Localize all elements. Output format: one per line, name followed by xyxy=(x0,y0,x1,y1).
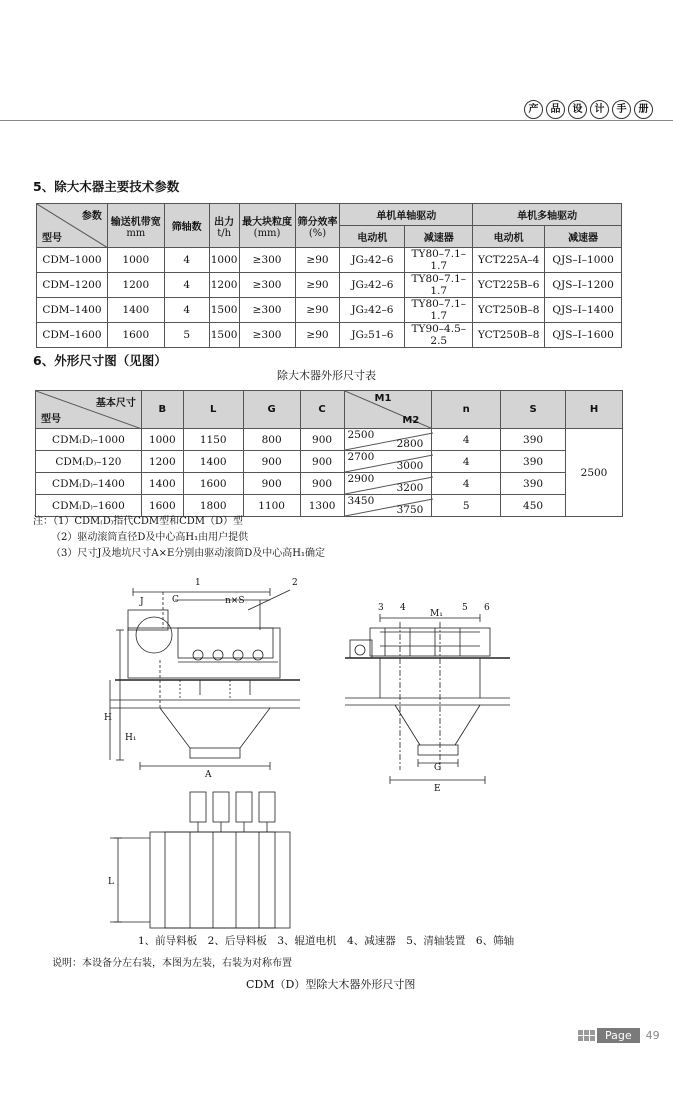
cell-size: ≥300 xyxy=(239,298,295,323)
cell-size: ≥300 xyxy=(239,273,295,298)
cell-reducer: QJS–I–1000 xyxy=(545,248,622,273)
label-G: G xyxy=(434,763,442,773)
cell-axes: 4 xyxy=(164,273,209,298)
section6-title: 6、外形尺寸图（见图） xyxy=(33,353,167,368)
group-multi-drive: 单机多轴驱动 xyxy=(473,204,622,226)
cell-model: CDM–1200 xyxy=(37,273,108,298)
cell-M1: 2500 xyxy=(347,429,375,441)
note-line: （2）驱动滚筒直径D及中心高H₁由用户提供 xyxy=(51,532,249,543)
cell-G: 900 xyxy=(243,473,300,495)
group-single-drive: 单机单轴驱动 xyxy=(340,204,473,226)
plan-view xyxy=(110,792,290,928)
label-6: 6 xyxy=(484,603,490,613)
table-row xyxy=(37,298,622,323)
cell-size: ≥300 xyxy=(239,248,295,273)
dim-table-caption: 除大木器外形尺寸表 xyxy=(277,369,376,382)
cell-motor: JG₂42–6 xyxy=(340,248,405,273)
cell-B: 1400 xyxy=(141,473,183,495)
brand-title xyxy=(524,100,653,119)
cell-eff: ≥90 xyxy=(295,298,340,323)
cell-output: 1200 xyxy=(209,273,239,298)
cell-motor: YCT225B–6 xyxy=(473,273,545,298)
cell-C: 900 xyxy=(300,451,344,473)
header-diagonal-cell xyxy=(36,391,142,429)
cell-M2: 3750 xyxy=(396,504,424,516)
front-elevation-view xyxy=(345,614,510,784)
col-M1-M2 xyxy=(344,391,432,429)
cell-eff: ≥90 xyxy=(295,273,340,298)
page-header xyxy=(0,96,673,126)
cell-M1: 3450 xyxy=(347,495,375,507)
cell-width: 1400 xyxy=(107,298,164,323)
cell-G: 900 xyxy=(243,451,300,473)
cell-G: 1100 xyxy=(243,495,300,517)
cell-reducer: QJS–I–1600 xyxy=(545,323,622,348)
header-m1: M1 xyxy=(374,393,392,404)
cell-M1: 2900 xyxy=(347,473,375,485)
table-row xyxy=(37,248,622,273)
tech-params-table xyxy=(36,203,622,348)
note-line: （3）尺寸J及地坑尺寸A×E分别由驱动滚筒D及中心高H₁确定 xyxy=(51,548,326,559)
page-footer xyxy=(578,1028,660,1043)
sub-motor: 电动机 xyxy=(340,226,405,248)
col-size: 最大块粒度 (mm) xyxy=(239,204,295,248)
sub-reducer: 减速器 xyxy=(405,226,473,248)
table-row xyxy=(36,429,623,451)
cell-reducer: TY80–7.1–1.7 xyxy=(405,298,473,323)
cell-width: 1600 xyxy=(107,323,164,348)
label-2: 2 xyxy=(292,578,298,588)
cell-S: 390 xyxy=(501,451,566,473)
label-H: H xyxy=(104,713,112,723)
brand-char: 手 xyxy=(612,100,631,119)
cell-reducer: QJS–I–1400 xyxy=(545,298,622,323)
cell-output: 1000 xyxy=(209,248,239,273)
cell-G: 800 xyxy=(243,429,300,451)
cell-motor: YCT250B–8 xyxy=(473,298,545,323)
cell-m1-m2 xyxy=(344,473,432,495)
col-n: n xyxy=(432,391,501,429)
cell-model: CDM–1600 xyxy=(37,323,108,348)
cell-B: 1200 xyxy=(141,451,183,473)
cell-M2: 3000 xyxy=(396,460,424,472)
cell-L: 1800 xyxy=(183,495,243,517)
cell-model: CDM–1000 xyxy=(37,248,108,273)
brand-char: 册 xyxy=(634,100,653,119)
cell-motor: JG₂51–6 xyxy=(340,323,405,348)
cell-S: 390 xyxy=(501,473,566,495)
outline-drawing xyxy=(0,570,673,930)
col-C: C xyxy=(300,391,344,429)
cell-motor: JG₂42–6 xyxy=(340,298,405,323)
col-G: G xyxy=(243,391,300,429)
header-param: 参数 xyxy=(81,211,102,222)
side-elevation-view xyxy=(110,588,300,770)
header-diagonal-cell xyxy=(37,204,108,248)
drawing-legend: 1、前导料板 2、后导料板 3、辊道电机 4、减速器 5、清轴装置 6、筛轴 xyxy=(138,935,515,947)
cell-B: 1600 xyxy=(141,495,183,517)
cell-width: 1200 xyxy=(107,273,164,298)
sub-reducer: 减速器 xyxy=(545,226,622,248)
brand-char: 品 xyxy=(546,100,565,119)
brand-char: 设 xyxy=(568,100,587,119)
cell-B: 1000 xyxy=(141,429,183,451)
cell-m1-m2 xyxy=(344,451,432,473)
label-H1: H₁ xyxy=(125,733,137,743)
table-row xyxy=(36,451,623,473)
dimensions-table xyxy=(35,390,623,517)
label-4: 4 xyxy=(400,603,406,613)
cell-model: CDM₍D₎–1600 xyxy=(36,495,142,517)
cell-reducer: TY90–4.5–2.5 xyxy=(405,323,473,348)
col-output: 出力 t/h xyxy=(209,204,239,248)
cell-model: CDM₍D₎–120 xyxy=(36,451,142,473)
label-E: E xyxy=(434,784,441,794)
label-ns: n×S xyxy=(225,596,245,606)
cell-reducer: TY80–7.1–1.7 xyxy=(405,248,473,273)
cell-M2: 2800 xyxy=(396,438,424,450)
table-row xyxy=(36,473,623,495)
cell-output: 1500 xyxy=(209,323,239,348)
section5-title: 5、除大木器主要技术参数 xyxy=(33,179,180,194)
cell-M2: 3200 xyxy=(396,482,424,494)
label-C: C xyxy=(172,595,179,605)
cell-size: ≥300 xyxy=(239,323,295,348)
col-axes: 筛轴数 xyxy=(164,204,209,248)
label-1: 1 xyxy=(195,578,201,588)
note-line: 注：（1）CDM₍D₎指代CDM型和CDM（D）型 xyxy=(33,516,244,527)
cell-n: 5 xyxy=(432,495,501,517)
col-width: 输送机带宽 mm xyxy=(107,204,164,248)
label-5: 5 xyxy=(462,603,468,613)
cell-eff: ≥90 xyxy=(295,248,340,273)
sub-motor: 电动机 xyxy=(473,226,545,248)
label-L: L xyxy=(108,877,114,887)
brand-char: 计 xyxy=(590,100,609,119)
col-S: S xyxy=(501,391,566,429)
header-model: 型号 xyxy=(42,233,62,244)
col-L: L xyxy=(183,391,243,429)
squares-icon xyxy=(578,1030,595,1041)
label-3: 3 xyxy=(378,603,384,613)
cell-axes: 4 xyxy=(164,248,209,273)
col-eff: 筛分效率 (%) xyxy=(295,204,340,248)
table-row xyxy=(37,273,622,298)
cell-n: 4 xyxy=(432,451,501,473)
cell-n: 4 xyxy=(432,473,501,495)
table-row xyxy=(37,323,622,348)
col-B: B xyxy=(141,391,183,429)
cell-axes: 5 xyxy=(164,323,209,348)
cell-model: CDM₍D₎–1400 xyxy=(36,473,142,495)
cell-m1-m2 xyxy=(344,429,432,451)
cell-S: 390 xyxy=(501,429,566,451)
cell-H: 2500 xyxy=(566,429,623,517)
brand-char: 产 xyxy=(524,100,543,119)
cell-M1: 2700 xyxy=(347,451,375,463)
figure-caption: CDM（D）型除大木器外形尺寸图 xyxy=(246,978,416,991)
cell-eff: ≥90 xyxy=(295,323,340,348)
header-dim: 基本尺寸 xyxy=(95,398,136,409)
cell-model: CDM–1400 xyxy=(37,298,108,323)
cell-L: 1400 xyxy=(183,451,243,473)
cell-axes: 4 xyxy=(164,298,209,323)
header-model: 型号 xyxy=(41,414,61,425)
cell-L: 1150 xyxy=(183,429,243,451)
installation-note: 说明：本设备分左右装，本图为左装，右装为对称布置 xyxy=(52,958,292,969)
cell-n: 4 xyxy=(432,429,501,451)
cell-C: 1300 xyxy=(300,495,344,517)
cell-motor: JG₂42–6 xyxy=(340,273,405,298)
cell-reducer: TY80–7.1–1.7 xyxy=(405,273,473,298)
cell-L: 1600 xyxy=(183,473,243,495)
cell-S: 450 xyxy=(501,495,566,517)
header-rule xyxy=(0,120,673,121)
cell-m1-m2 xyxy=(344,495,432,517)
cell-width: 1000 xyxy=(107,248,164,273)
drawing-labels xyxy=(104,578,490,887)
cell-output: 1500 xyxy=(209,298,239,323)
cell-model: CDM₍D₎–1000 xyxy=(36,429,142,451)
cell-motor: YCT225A–4 xyxy=(473,248,545,273)
page-number: 49 xyxy=(645,1029,660,1042)
cell-C: 900 xyxy=(300,429,344,451)
label-J: J xyxy=(140,597,144,607)
header-m2: M2 xyxy=(402,415,420,426)
cell-C: 900 xyxy=(300,473,344,495)
table-notes xyxy=(33,514,325,562)
label-M1: M₁ xyxy=(430,609,443,619)
cell-motor: YCT250B–8 xyxy=(473,323,545,348)
col-H: H xyxy=(566,391,623,429)
cell-reducer: QJS–I–1200 xyxy=(545,273,622,298)
page-label: Page xyxy=(597,1028,640,1043)
label-A: A xyxy=(205,770,212,780)
